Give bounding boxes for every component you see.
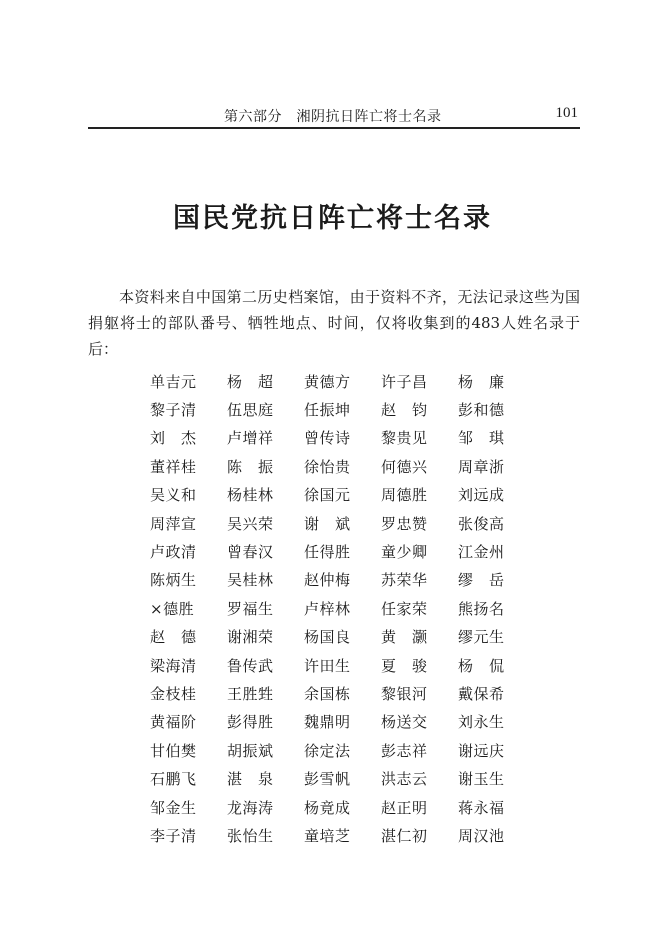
name-entry: 赵仲梅 xyxy=(304,571,351,590)
name-entry: 赵 德 xyxy=(150,628,197,647)
name-entry: 黄 灏 xyxy=(381,628,428,647)
name-entry: 杨竟成 xyxy=(304,798,351,817)
name-entry: 任家荣 xyxy=(381,599,428,618)
name-entry: 杨送交 xyxy=(381,713,428,732)
name-row xyxy=(150,424,550,452)
intro-paragraph: 本资料来自中国第二历史档案馆，由于资料不齐，无法记录这些为国捐躯将士的部队番号、牺牲地点、时间，仅将收集到的483人姓名录于后： xyxy=(88,288,580,358)
name-entry: 周德胜 xyxy=(381,486,428,505)
name-entry: 曾传诗 xyxy=(304,429,351,448)
name-entry: 陈炳生 xyxy=(150,571,197,590)
name-entry: 谢远庆 xyxy=(458,741,505,760)
name-list xyxy=(150,367,550,850)
name-entry: 周章浙 xyxy=(458,457,505,476)
name-entry: 谢湘荣 xyxy=(227,628,274,647)
name-entry: 吴义和 xyxy=(150,486,197,505)
name-entry: 戴保希 xyxy=(458,684,505,703)
name-entry: 徐定法 xyxy=(304,741,351,760)
name-entry: 杨 廉 xyxy=(458,372,505,391)
name-entry: 金枝桂 xyxy=(150,684,197,703)
header-rule xyxy=(88,127,580,129)
name-row xyxy=(150,537,550,565)
name-entry: 卢政清 xyxy=(150,543,197,562)
name-entry: 黎银河 xyxy=(381,684,428,703)
name-entry: 彭志祥 xyxy=(381,741,428,760)
name-entry: 魏鼎明 xyxy=(304,713,351,732)
name-entry: 张怡生 xyxy=(227,826,274,845)
name-entry: 谢玉生 xyxy=(458,770,505,789)
name-entry: 董祥桂 xyxy=(150,457,197,476)
name-entry: 罗忠赞 xyxy=(381,514,428,533)
name-entry: 徐国元 xyxy=(304,486,351,505)
name-entry: 彭和德 xyxy=(458,401,505,420)
name-entry: 谢 斌 xyxy=(304,514,351,533)
name-entry: 卢梓林 xyxy=(304,599,351,618)
name-entry: 许子昌 xyxy=(381,372,428,391)
name-entry: 罗福生 xyxy=(227,599,274,618)
name-entry: 杨桂林 xyxy=(227,486,274,505)
name-entry: 苏荣华 xyxy=(381,571,428,590)
name-entry: 任得胜 xyxy=(304,543,351,562)
name-entry: 刘远成 xyxy=(458,486,505,505)
name-entry: 童少卿 xyxy=(381,543,428,562)
name-entry: 缪元生 xyxy=(458,628,505,647)
name-row xyxy=(150,566,550,594)
name-entry: 杨国良 xyxy=(304,628,351,647)
name-entry: 湛 泉 xyxy=(227,770,274,789)
name-entry: 彭得胜 xyxy=(227,713,274,732)
name-entry: 周萍宣 xyxy=(150,514,197,533)
name-entry: 李子清 xyxy=(150,826,197,845)
name-entry: 周汉池 xyxy=(458,826,505,845)
name-entry: 黎子清 xyxy=(150,401,197,420)
name-entry: 彭雪帆 xyxy=(304,770,351,789)
name-entry: 邹金生 xyxy=(150,798,197,817)
name-row xyxy=(150,481,550,509)
name-entry: 杨 侃 xyxy=(458,656,505,675)
name-row xyxy=(150,623,550,651)
name-entry: 熊扬名 xyxy=(458,599,505,618)
name-entry: 黄德方 xyxy=(304,372,351,391)
name-entry: 江金州 xyxy=(458,543,505,562)
name-row xyxy=(150,395,550,423)
name-row xyxy=(150,821,550,849)
name-entry: 刘永生 xyxy=(458,713,505,732)
name-entry: 洪志云 xyxy=(381,770,428,789)
name-entry: 蒋永福 xyxy=(458,798,505,817)
name-entry: ×德胜 xyxy=(150,599,195,618)
name-entry: 张俊高 xyxy=(458,514,505,533)
name-entry: 童培芝 xyxy=(304,826,351,845)
name-entry: 梁海清 xyxy=(150,656,197,675)
name-entry: 杨 超 xyxy=(227,372,274,391)
name-entry: 刘 杰 xyxy=(150,429,197,448)
name-row xyxy=(150,736,550,764)
name-entry: 任振坤 xyxy=(304,401,351,420)
name-entry: 夏 骏 xyxy=(381,656,428,675)
name-entry: 龙海涛 xyxy=(227,798,274,817)
running-head-section: 第六部分 湘阴抗日阵亡将士名录 xyxy=(224,109,442,125)
name-row xyxy=(150,793,550,821)
name-entry: 胡振斌 xyxy=(227,741,274,760)
name-entry: 石鹏飞 xyxy=(150,770,197,789)
name-entry: 余国栋 xyxy=(304,684,351,703)
name-entry: 何德兴 xyxy=(381,457,428,476)
name-entry: 缪 岳 xyxy=(458,571,505,590)
page-title: 国民党抗日阵亡将士名录 xyxy=(173,203,492,234)
name-entry: 王胜甡 xyxy=(227,684,274,703)
page-number: 101 xyxy=(555,105,578,121)
running-head xyxy=(88,104,580,126)
name-entry: 湛仁初 xyxy=(381,826,428,845)
name-entry: 赵 钧 xyxy=(381,401,428,420)
name-entry: 吴兴荣 xyxy=(227,514,274,533)
name-row xyxy=(150,708,550,736)
name-entry: 徐怡贵 xyxy=(304,457,351,476)
name-row xyxy=(150,367,550,395)
name-row xyxy=(150,452,550,480)
name-entry: 鲁传武 xyxy=(227,656,274,675)
name-row xyxy=(150,594,550,622)
name-row xyxy=(150,509,550,537)
name-entry: 卢增祥 xyxy=(227,429,274,448)
name-entry: 吴桂林 xyxy=(227,571,274,590)
name-entry: 陈 振 xyxy=(227,457,274,476)
name-entry: 黄福阶 xyxy=(150,713,197,732)
name-row xyxy=(150,764,550,792)
name-entry: 单吉元 xyxy=(150,372,197,391)
name-entry: 甘伯樊 xyxy=(150,741,197,760)
name-entry: 曾春汉 xyxy=(227,543,274,562)
name-entry: 伍思庭 xyxy=(227,401,274,420)
name-entry: 黎贵见 xyxy=(381,429,428,448)
name-entry: 邹 琪 xyxy=(458,429,505,448)
name-entry: 许田生 xyxy=(304,656,351,675)
name-entry: 赵正明 xyxy=(381,798,428,817)
name-row xyxy=(150,679,550,707)
name-row xyxy=(150,651,550,679)
